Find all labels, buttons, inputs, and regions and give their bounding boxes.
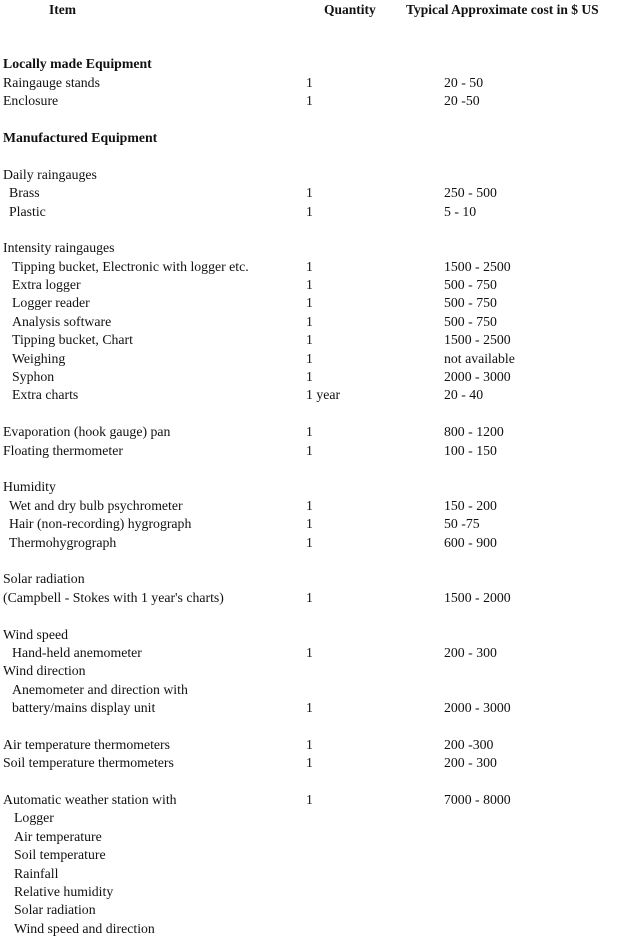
item-cell: Air temperature xyxy=(14,828,102,844)
cost-cell: 150 - 200 xyxy=(444,497,497,513)
quantity-cell: 1 xyxy=(306,74,313,90)
item-cell: Solar radiation xyxy=(3,571,85,587)
table-row xyxy=(0,478,640,496)
cost-cell: 2000 - 3000 xyxy=(444,369,511,385)
table-row xyxy=(0,865,640,883)
item-cell: Wind direction xyxy=(3,663,86,679)
item-cell: Humidity xyxy=(3,479,56,495)
cost-cell: 500 - 750 xyxy=(444,295,497,311)
table-row xyxy=(0,442,640,460)
cost-cell: not available xyxy=(444,350,515,366)
item-cell: Extra logger xyxy=(12,277,81,293)
item-cell: Wind speed and direction xyxy=(14,920,155,936)
table-row xyxy=(0,754,640,772)
quantity-cell: 1 xyxy=(306,295,313,311)
quantity-cell: 1 xyxy=(306,258,313,274)
cost-cell: 20 - 40 xyxy=(444,387,484,403)
quantity-cell: 1 xyxy=(306,700,313,716)
cost-cell: 600 - 900 xyxy=(444,534,497,550)
header-cost: Typical Approximate cost in $ US xyxy=(406,2,599,17)
table-row xyxy=(0,497,640,515)
cost-cell: 500 - 750 xyxy=(444,313,497,329)
table-row xyxy=(0,515,640,533)
table-row xyxy=(0,166,640,184)
cost-cell: 20 - 50 xyxy=(444,74,484,90)
blank-row xyxy=(0,221,640,239)
blank-row xyxy=(0,460,640,478)
table-row xyxy=(0,681,640,699)
table-row xyxy=(0,809,640,827)
table-row xyxy=(0,331,640,349)
item-cell: Evaporation (hook gauge) pan xyxy=(3,424,171,440)
quantity-cell: 1 xyxy=(306,497,313,513)
quantity-cell: 1 xyxy=(306,755,313,771)
quantity-cell: 1 xyxy=(306,93,313,109)
cost-cell: 7000 - 8000 xyxy=(444,792,511,808)
quantity-cell: 1 xyxy=(306,203,313,219)
item-cell: Enclosure xyxy=(3,93,59,109)
table-row xyxy=(0,883,640,901)
cost-cell: 1500 - 2500 xyxy=(444,332,511,348)
item-cell: Soil temperature xyxy=(14,847,106,863)
table-row xyxy=(0,589,640,607)
section-heading xyxy=(0,129,640,147)
item-cell: (Campbell - Stokes with 1 year's charts) xyxy=(3,589,224,605)
quantity-cell: 1 xyxy=(306,792,313,808)
table-row xyxy=(0,92,640,110)
table-row xyxy=(0,203,640,221)
table-row xyxy=(0,791,640,809)
blank-row xyxy=(0,111,640,129)
table-row xyxy=(0,534,640,552)
header-quantity: Quantity xyxy=(324,2,376,17)
quantity-cell: 1 xyxy=(306,424,313,440)
table-header xyxy=(0,2,640,20)
quantity-cell: 1 xyxy=(306,736,313,752)
cost-cell: 1500 - 2000 xyxy=(444,589,511,605)
table-row xyxy=(0,184,640,202)
cost-cell: 2000 - 3000 xyxy=(444,700,511,716)
quantity-cell: 1 year xyxy=(306,387,341,403)
table-row xyxy=(0,368,640,386)
table-row xyxy=(0,350,640,368)
item-cell: Solar radiation xyxy=(14,902,96,918)
header-item: Item xyxy=(49,2,76,17)
table-row xyxy=(0,276,640,294)
quantity-cell: 1 xyxy=(306,332,313,348)
quantity-cell: 1 xyxy=(306,589,313,605)
table-row xyxy=(0,920,640,938)
table-row xyxy=(0,626,640,644)
table-row xyxy=(0,258,640,276)
table-row xyxy=(0,386,640,404)
item-cell: Plastic xyxy=(9,203,46,219)
item-cell: Wind speed xyxy=(3,626,68,642)
blank-row xyxy=(0,147,640,165)
cost-cell: 200 - 300 xyxy=(444,755,497,771)
cost-cell: 5 - 10 xyxy=(444,203,477,219)
item-cell: Relative humidity xyxy=(14,883,114,899)
blank-row xyxy=(0,552,640,570)
item-cell: Air temperature thermometers xyxy=(3,736,171,752)
cost-cell: 20 -50 xyxy=(444,93,480,109)
table-row xyxy=(0,644,640,662)
cost-cell: 100 - 150 xyxy=(444,442,497,458)
blank-row xyxy=(0,37,640,55)
table-row xyxy=(0,74,640,92)
quantity-cell: 1 xyxy=(306,369,313,385)
quantity-cell: 1 xyxy=(306,277,313,293)
table-row xyxy=(0,662,640,680)
item-cell: Analysis software xyxy=(12,313,112,329)
item-cell: Syphon xyxy=(12,369,55,385)
quantity-cell: 1 xyxy=(306,185,313,201)
item-cell: Daily raingauges xyxy=(3,166,97,182)
quantity-cell: 1 xyxy=(306,534,313,550)
table-body xyxy=(0,37,640,938)
cost-cell: 1500 - 2500 xyxy=(444,258,511,274)
item-cell: Hair (non-recording) hygrograph xyxy=(9,516,192,532)
item-cell: Soil temperature thermometers xyxy=(3,755,174,771)
item-cell: Intensity raingauges xyxy=(3,240,115,256)
item-cell: Manufactured Equipment xyxy=(3,129,158,145)
item-cell: Tipping bucket, Chart xyxy=(12,332,133,348)
table-row xyxy=(0,239,640,257)
item-cell: Rainfall xyxy=(14,865,59,881)
table-row xyxy=(0,423,640,441)
table-row xyxy=(0,846,640,864)
table-row xyxy=(0,828,640,846)
quantity-cell: 1 xyxy=(306,313,313,329)
item-cell: Floating thermometer xyxy=(3,442,123,458)
item-cell: Wet and dry bulb psychrometer xyxy=(9,497,183,513)
item-cell: Locally made Equipment xyxy=(3,56,152,72)
item-cell: Logger xyxy=(14,810,54,826)
table-row xyxy=(0,901,640,919)
quantity-cell: 1 xyxy=(306,644,313,660)
cost-cell: 250 - 500 xyxy=(444,185,497,201)
table-row xyxy=(0,570,640,588)
item-cell: Logger reader xyxy=(12,295,90,311)
item-cell: Weighing xyxy=(12,350,66,366)
item-cell: Anemometer and direction with xyxy=(12,681,188,697)
blank-row xyxy=(0,607,640,625)
table-row xyxy=(0,699,640,717)
item-cell: Thermohygrograph xyxy=(9,534,117,550)
item-cell: Extra charts xyxy=(12,387,79,403)
item-cell: Raingauge stands xyxy=(3,74,100,90)
cost-cell: 500 - 750 xyxy=(444,277,497,293)
blank-row xyxy=(0,773,640,791)
cost-cell: 200 - 300 xyxy=(444,644,497,660)
item-cell: Tipping bucket, Electronic with logger etc. xyxy=(12,258,249,274)
cost-cell: 800 - 1200 xyxy=(444,424,504,440)
item-cell: Hand-held anemometer xyxy=(12,644,142,660)
table-row xyxy=(0,294,640,312)
table-row xyxy=(0,313,640,331)
cost-cell: 200 -300 xyxy=(444,736,494,752)
quantity-cell: 1 xyxy=(306,350,313,366)
blank-row xyxy=(0,405,640,423)
table-row xyxy=(0,736,640,754)
section-heading xyxy=(0,55,640,73)
blank-row xyxy=(0,717,640,735)
quantity-cell: 1 xyxy=(306,442,313,458)
item-cell: Brass xyxy=(9,185,40,201)
cost-cell: 50 -75 xyxy=(444,516,480,532)
item-cell: battery/mains display unit xyxy=(12,700,156,716)
quantity-cell: 1 xyxy=(306,516,313,532)
item-cell: Automatic weather station with xyxy=(3,792,177,808)
